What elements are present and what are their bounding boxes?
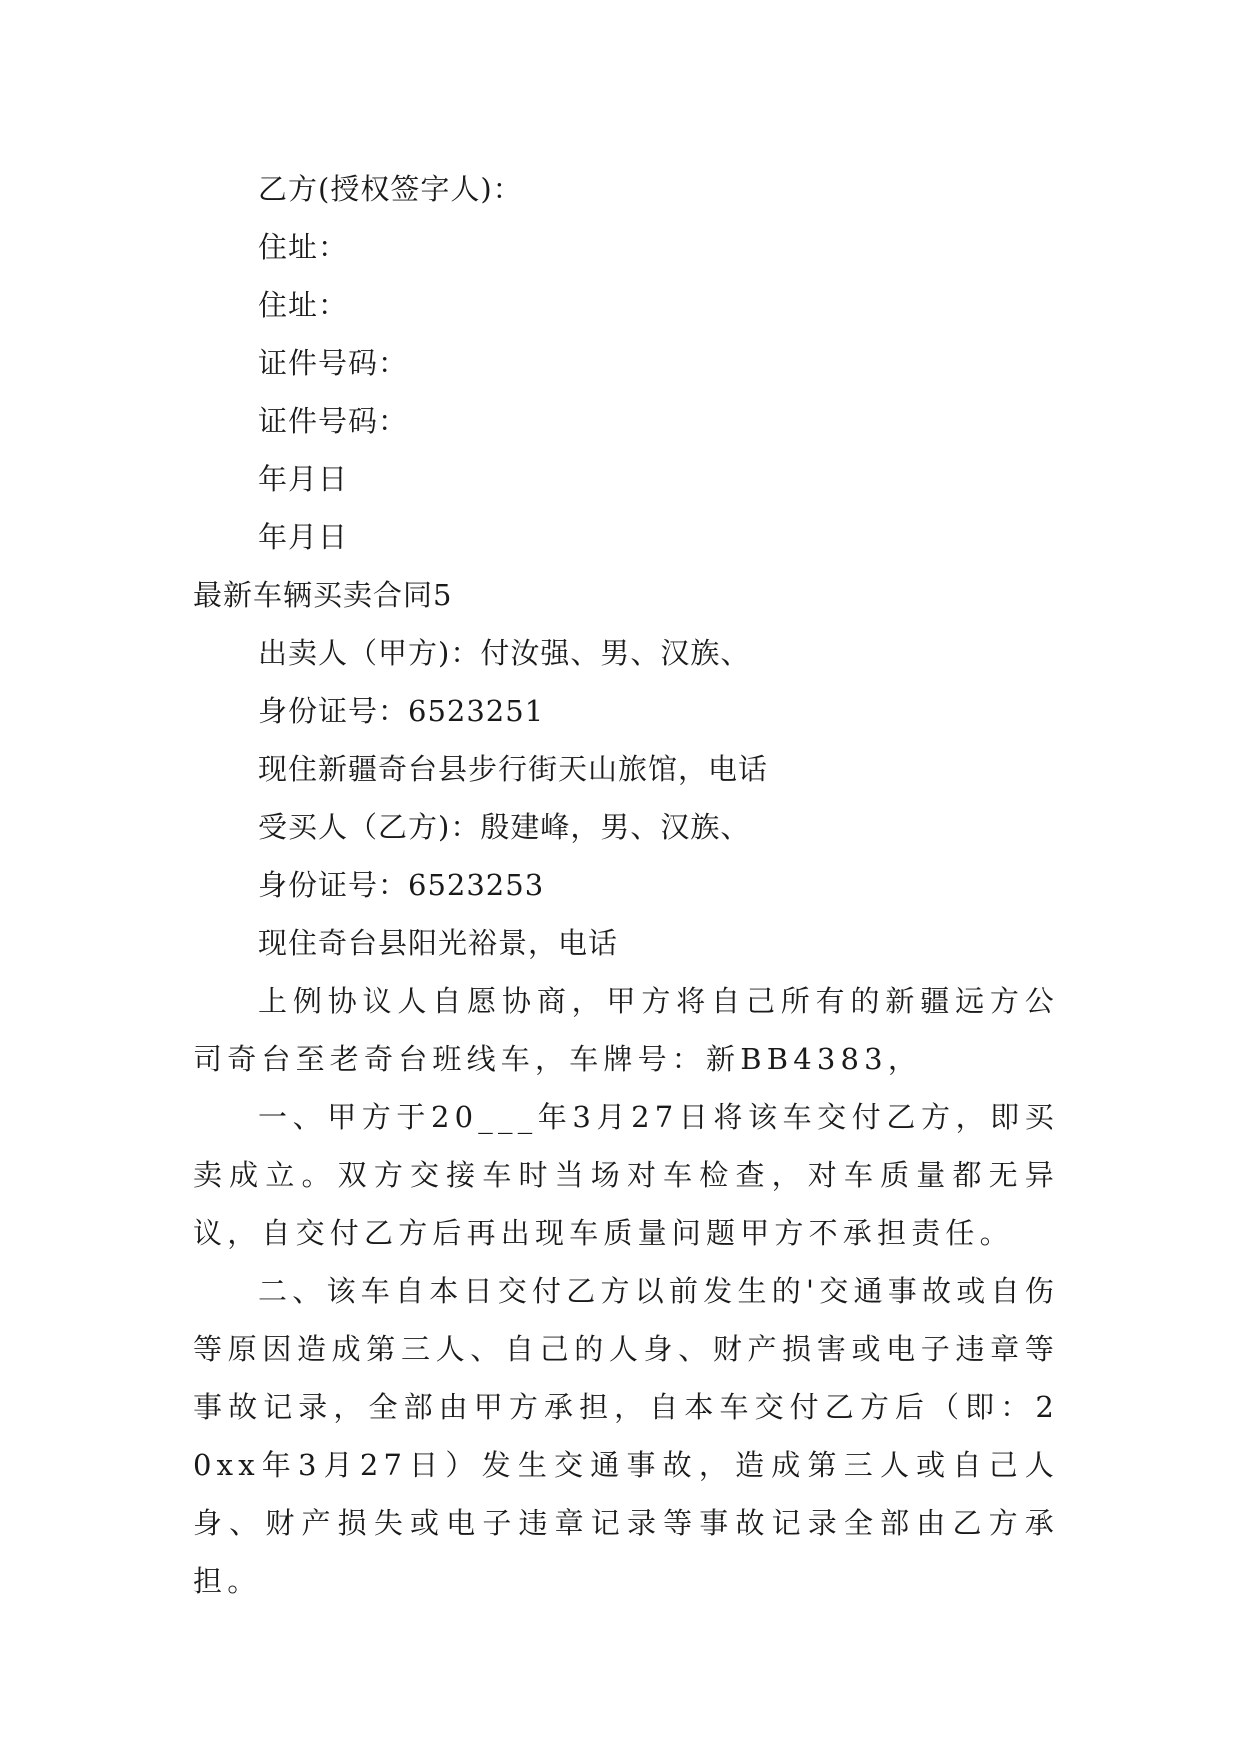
- buyer-line: 受买人（乙方)：殷建峰，男、汉族、: [258, 810, 751, 844]
- signature-line-address: 住址：: [258, 230, 349, 264]
- signature-line-address: 住址：: [258, 288, 349, 322]
- signature-line-party-b: 乙方(授权签字人)：: [258, 172, 523, 206]
- buyer-id-line: 身份证号：6523253: [258, 868, 545, 902]
- signature-line-id-number: 证件号码：: [258, 404, 409, 438]
- clause-two-paragraph: 二、该车自本日交付乙方以前发生的'交通事故或自伤等原因造成第三人、自己的人身、财产损害或电子违章等事故记录，全部由甲方承担，自本车交付乙方后（即：20xx年3月27日）发生交通事故，造成第三人或自己人身、财产损失或电子违章记录等事故记录全部由乙方承担。: [193, 1274, 1059, 1598]
- agreement-intro-paragraph: 上例协议人自愿协商，甲方将自己所有的新疆远方公司奇台至老奇台班线车，车牌号：新BB4383，: [193, 984, 1059, 1076]
- signature-line-date: 年月日: [258, 462, 349, 496]
- contract-title: 最新车辆买卖合同5: [193, 578, 453, 612]
- clause-one-paragraph: 一、甲方于20___年3月27日将该车交付乙方，即买卖成立。双方交接车时当场对车检查，对车质量都无异议，自交付乙方后再出现车质量问题甲方不承担责任。: [193, 1100, 1059, 1250]
- signature-line-date: 年月日: [258, 520, 349, 554]
- signature-line-id-number: 证件号码：: [258, 346, 409, 380]
- buyer-address-line: 现住奇台县阳光裕景，电话: [258, 926, 619, 960]
- seller-line: 出卖人（甲方)：付汝强、男、汉族、: [258, 636, 751, 670]
- document-body: [193, 160, 1059, 1610]
- seller-id-line: 身份证号：6523251: [258, 694, 545, 728]
- seller-address-line: 现住新疆奇台县步行街天山旅馆，电话: [258, 752, 769, 786]
